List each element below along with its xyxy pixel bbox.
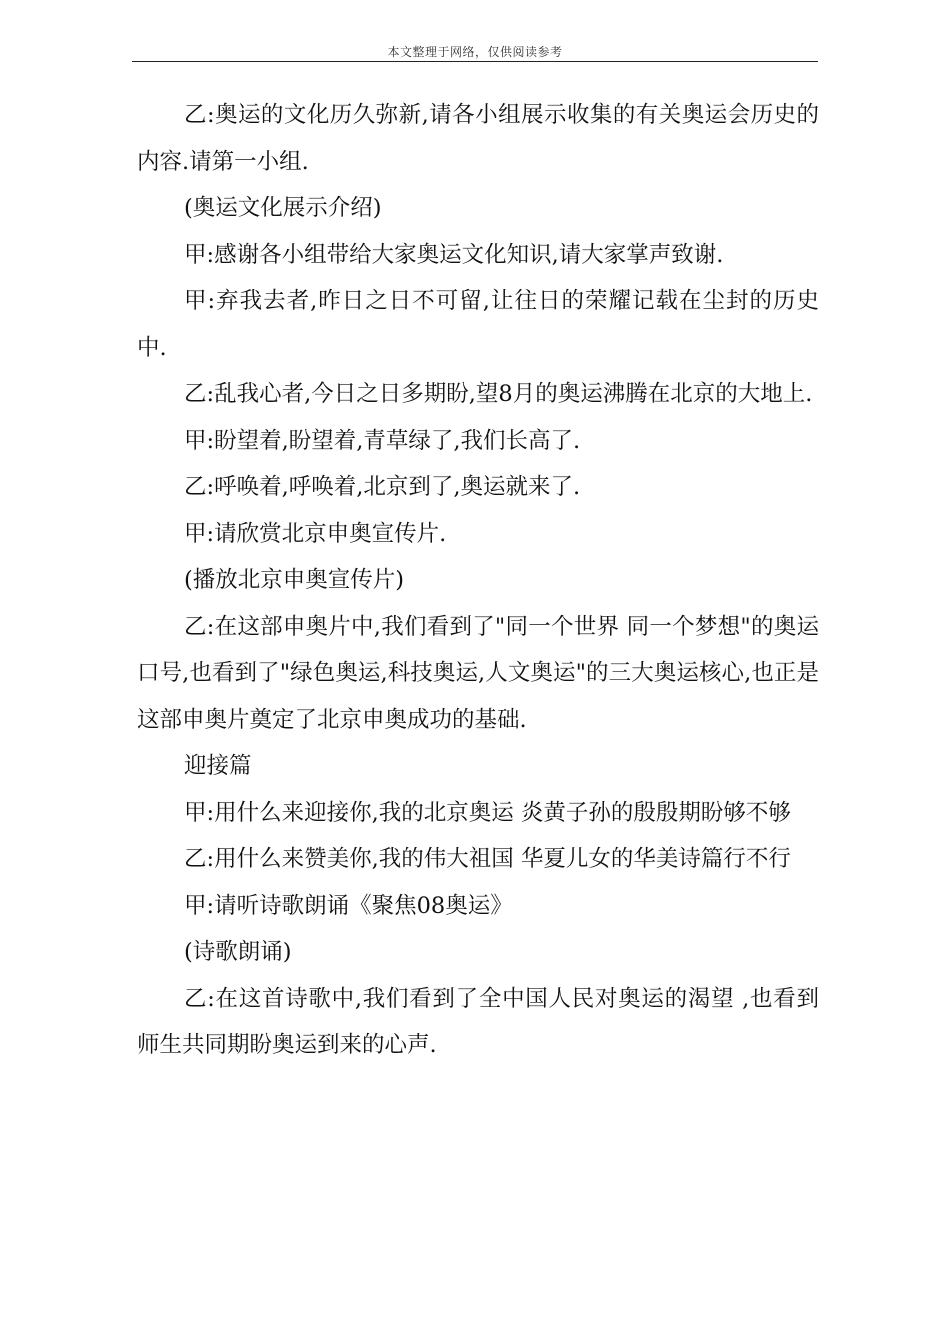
paragraph: 乙:奥运的文化历久弥新,请各小组展示收集的有关奥运会历史的内容.请第一小组.: [137, 102, 819, 175]
paragraph: 乙:在这部申奥片中,我们看到了"同一个世界 同一个梦想"的奥运口号,也看到了"绿色奥运,科技奥运,人文奥运"的三大奥运核心,也正是这部申奥片奠定了北京申奥成功的基础.: [137, 613, 819, 733]
paragraph: 甲:用什么来迎接你,我的北京奥运 炎黄子孙的殷殷期盼够不够: [184, 799, 791, 826]
paragraph: 甲:请欣赏北京申奥宣传片.: [184, 520, 447, 547]
paragraph: 甲:盼望着,盼望着,青草绿了,我们长高了.: [184, 427, 581, 454]
document-body: [137, 92, 819, 1069]
paragraph: (播放北京申奥宣传片): [184, 567, 405, 593]
paragraph: (诗歌朗诵): [184, 939, 292, 965]
paragraph: 甲:请听诗歌朗诵《聚焦08奥运》: [184, 892, 513, 919]
section-heading: 迎接篇: [184, 753, 252, 779]
paragraph: 乙:呼唤着,呼唤着,北京到了,奥运就来了.: [184, 474, 581, 500]
paragraph: 乙:在这首诗歌中,我们看到了全中国人民对奥运的渴望 ,也看到师生共同期盼奥运到来的心声.: [137, 985, 819, 1058]
paragraph: 乙:用什么来赞美你,我的伟大祖国 华夏儿女的华美诗篇行不行: [184, 846, 791, 872]
paragraph: 乙:乱我心者,今日之日多期盼,望8月的奥运沸腾在北京的大地上.: [184, 381, 813, 407]
page-header-note: 本文整理于网络，仅供阅读参考: [387, 45, 563, 59]
paragraph: 甲:弃我去者,昨日之日不可留,让往日的荣耀记载在尘封的历史中.: [137, 288, 819, 361]
paragraph: (奥运文化展示介绍): [184, 195, 382, 221]
header-divider: [132, 61, 818, 62]
paragraph: 甲:感谢各小组带给大家奥运文化知识,请大家掌声致谢.: [184, 241, 724, 268]
